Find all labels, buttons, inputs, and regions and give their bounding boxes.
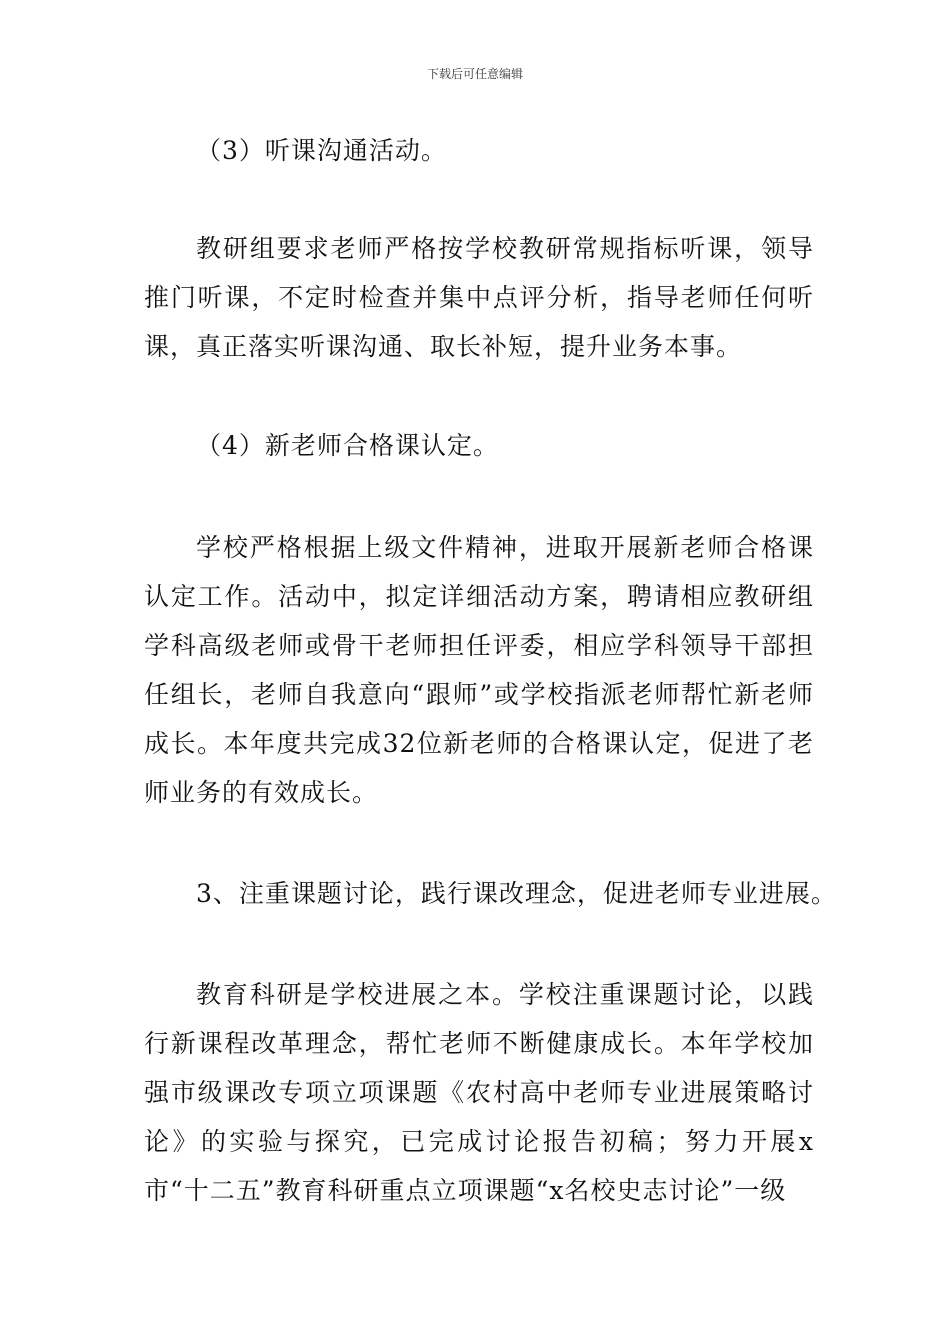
section-heading-listening-exchange: （3）听课沟通活动。 [196, 136, 447, 165]
section-heading-research-topics: 3、注重课题讨论，践行课改理念，促进老师专业进展。 [196, 879, 837, 908]
paragraph-listening-exchange: 教研组要求老师严格按学校教研常规指标听课，领导推门听课，不定时检查并集中点评分析，指导老师任何听课，真正落实听课沟通、取长补短，提升业务本事。 [144, 234, 814, 361]
section-heading-new-teacher-certification: （4）新老师合格课认定。 [196, 431, 499, 460]
page-header: 下载后可任意编辑 [426, 67, 523, 81]
paragraph-new-teacher-certification: 学校严格根据上级文件精神，进取开展新老师合格课认定工作。活动中，拟定详细活动方案，聘请相应教研组学科高级老师或骨干老师担任评委，相应学科领导干部担任组长，老师自我意向“跟师”或学校指派老师帮忙新老师成长。本年度共完成32位新老师的合格课认定，促进了老师业务的有效成长。 [144, 533, 814, 807]
paragraph-research-topics: 教育科研是学校进展之本。学校注重课题讨论，以践行新课程改革理念，帮忙老师不断健康成长。本年学校加强市级课改专项立项课题《农村高中老师专业进展策略讨论》的实验与探究，已完成讨论报告初稿；努力开展x市“十二五”教育科研重点立项课题“x名校史志讨论”一级 [144, 980, 814, 1205]
